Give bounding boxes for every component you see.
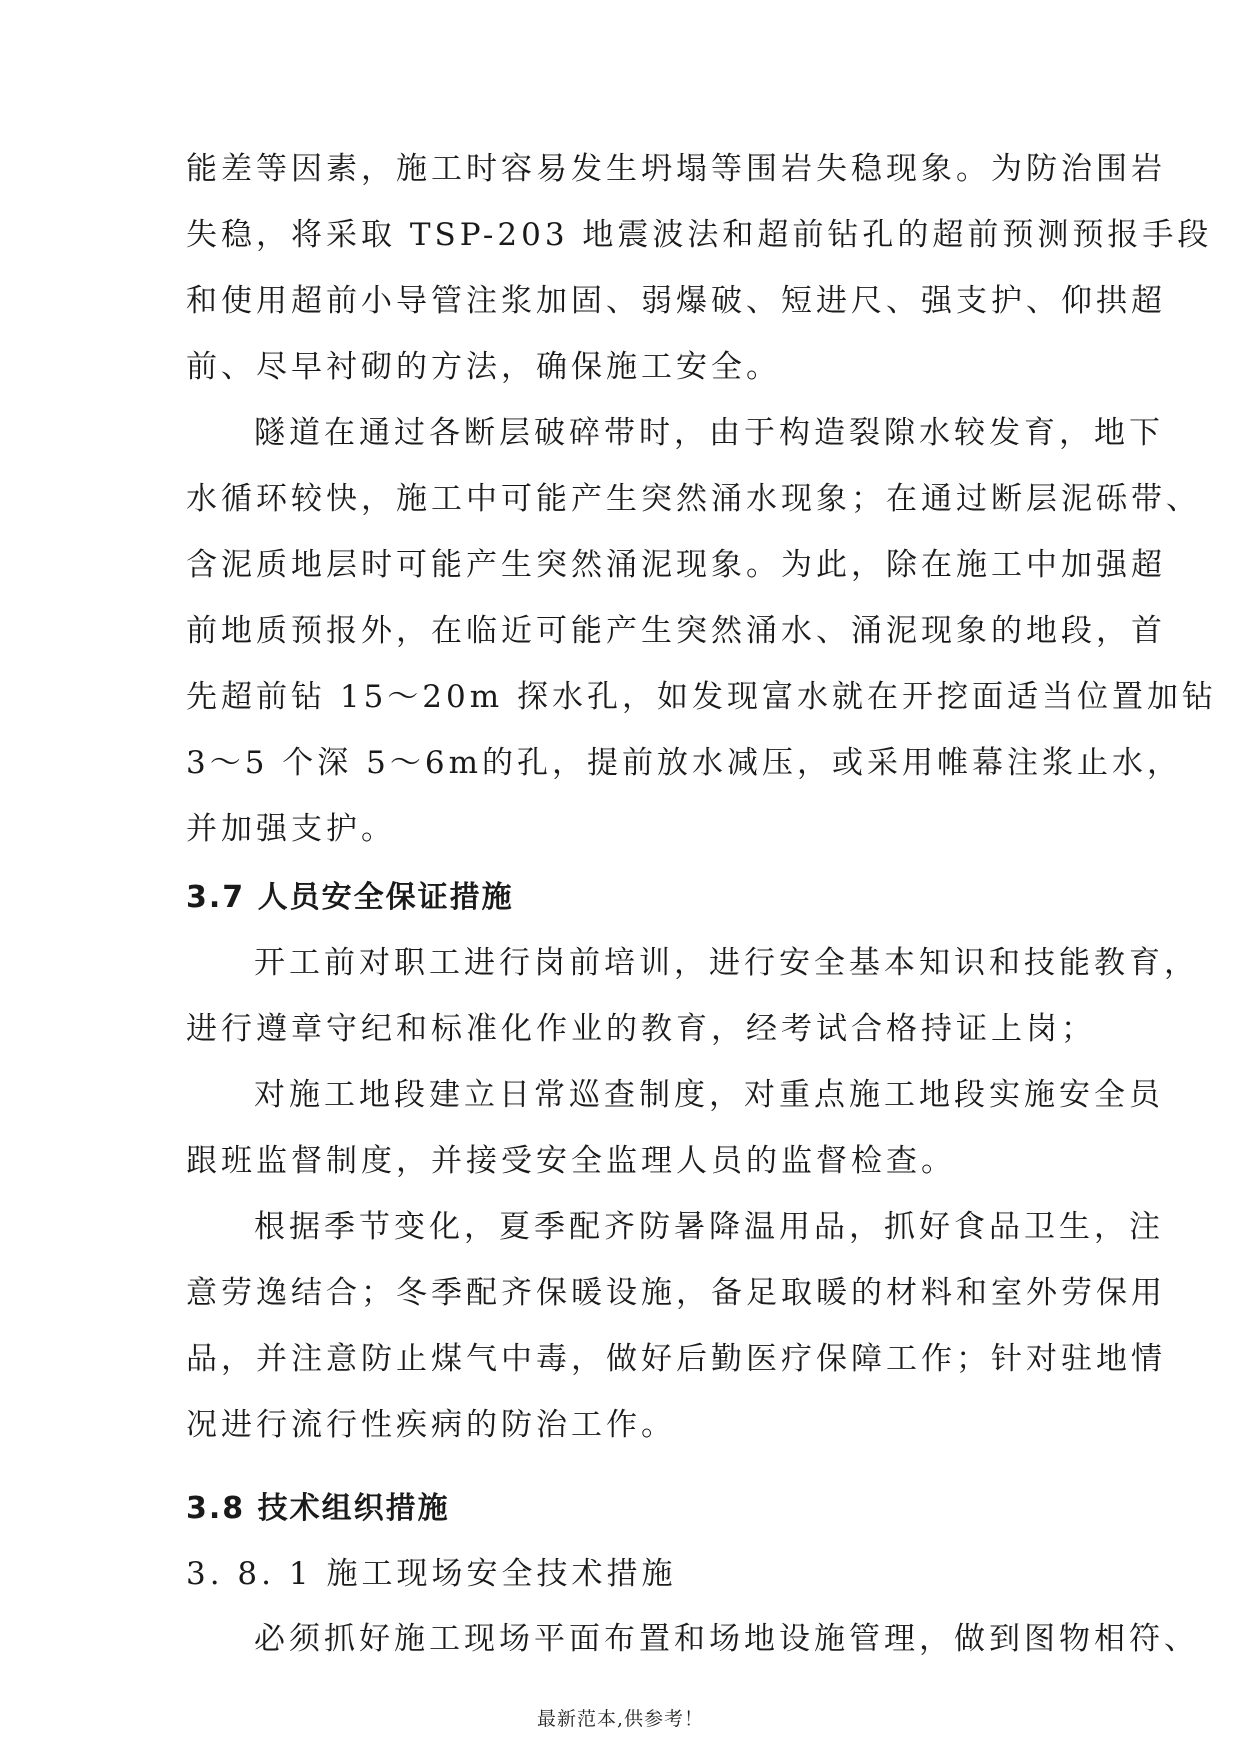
page-footer: 最新范本,供参考！: [536, 1708, 705, 1730]
paragraph-1: [186, 136, 1213, 400]
text-line: 并加强支护。: [186, 811, 396, 847]
text-line: 先超前钻 15～20m 探水孔，如发现富水就在开挖面适当位置加钻: [186, 679, 1217, 715]
text-line: 况进行流行性疾病的防治工作。: [186, 1407, 676, 1443]
text-line: 意劳逸结合；冬季配齐保暖设施，备足取暖的材料和室外劳保用: [186, 1275, 1166, 1311]
subsection-heading-3-8-1: 3. 8. 1 施工现场安全技术措施: [186, 1556, 677, 1592]
text-line: 对施工地段建立日常巡查制度，对重点施工地段实施安全员: [254, 1077, 1164, 1113]
text-line: 开工前对职工进行岗前培训，进行安全基本知识和技能教育，: [254, 945, 1199, 981]
paragraph-5: [186, 1194, 1166, 1458]
paragraph-4: [186, 1062, 1164, 1194]
document-body: [186, 136, 1217, 1672]
text-line: 能差等因素，施工时容易发生坍塌等围岩失稳现象。为防治围岩: [186, 151, 1166, 187]
text-line: 品，并注意防止煤气中毒，做好后勤医疗保障工作；针对驻地情: [186, 1341, 1166, 1377]
paragraph-3: [186, 930, 1199, 1062]
text-line: 跟班监督制度，并接受安全监理人员的监督检查。: [186, 1143, 956, 1179]
text-line: 和使用超前小导管注浆加固、弱爆破、短进尺、强支护、仰拱超: [186, 283, 1166, 319]
section-heading-3-7: 3.7 人员安全保证措施: [186, 880, 514, 915]
text-line: 进行遵章守纪和标准化作业的教育，经考试合格持证上岗；: [186, 1011, 1096, 1047]
text-line: 失稳，将采取 TSP-203 地震波法和超前钻孔的超前预测预报手段: [186, 217, 1213, 253]
section-heading-3-8: 3.8 技术组织措施: [186, 1491, 450, 1526]
paragraph-6: [186, 1606, 1199, 1672]
text-line: 隧道在通过各断层破碎带时，由于构造裂隙水较发育，地下: [254, 415, 1164, 451]
paragraph-2: [186, 400, 1217, 862]
text-line: 前地质预报外，在临近可能产生突然涌水、涌泥现象的地段，首: [186, 613, 1166, 649]
text-line: 水循环较快，施工中可能产生突然涌水现象；在通过断层泥砾带、: [186, 481, 1201, 517]
text-line: 必须抓好施工现场平面布置和场地设施管理，做到图物相符、: [254, 1621, 1199, 1657]
text-line: 3～5 个深 5～6m的孔，提前放水减压，或采用帷幕注浆止水，: [186, 745, 1182, 781]
text-line: 含泥质地层时可能产生突然涌泥现象。为此，除在施工中加强超: [186, 547, 1166, 583]
text-line: 前、尽早衬砌的方法，确保施工安全。: [186, 349, 781, 385]
text-line: 根据季节变化，夏季配齐防暑降温用品，抓好食品卫生，注: [254, 1209, 1164, 1245]
